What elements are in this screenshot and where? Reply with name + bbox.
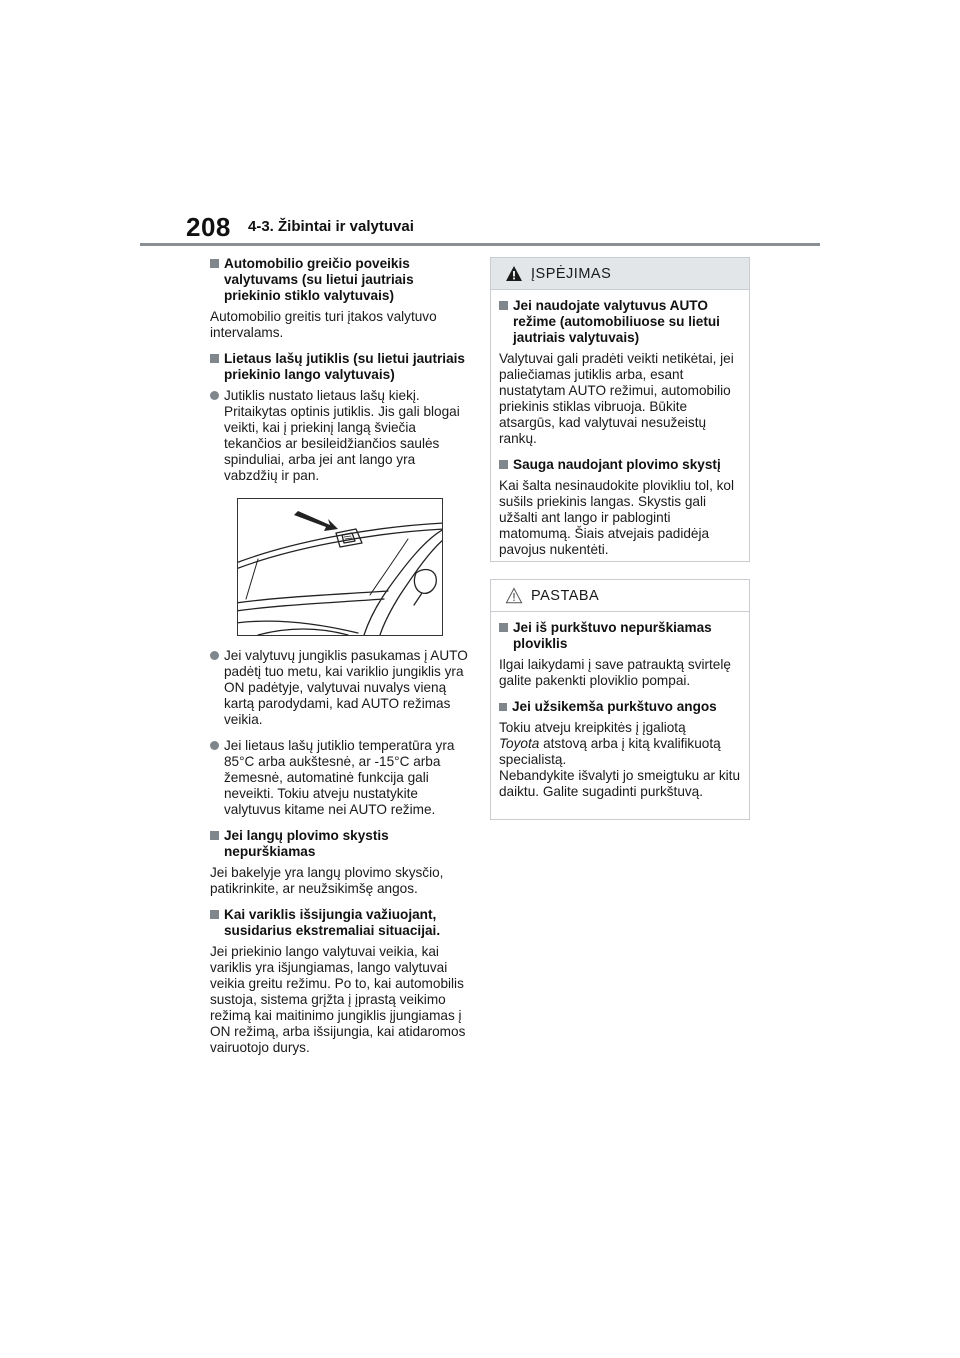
- square-bullet-icon: [499, 460, 508, 469]
- page-number: 208: [186, 212, 231, 242]
- square-bullet-icon: [210, 259, 219, 268]
- bullet-sensor-detects: Jutiklis nustato lietaus lašų kiekį. Pritaikytas optinis jutiklis. Jis gali blogai veikti, kai į priekinį langą šviečia tekančios ar besileidžiančios saulės spinduliai, arba jei ant lango yra vabzdžių ir pan.: [210, 388, 468, 484]
- square-bullet-icon: [210, 831, 219, 840]
- right-column: [490, 257, 750, 820]
- heading-washer-fluid: Jei langų plovimo skystis nepurškiamas: [210, 828, 468, 860]
- notice-paragraph-clogged: Tokiu atveju kreipkitės į įgaliotą Toyota atstovą arba į kitą kvalifikuotą specialistą. Nebandykite išvalyti jo smeigtuku ar kitu daiktu. Galite sugadinti purkštuvą.: [499, 720, 741, 799]
- windshield-sensor-drawing: [238, 499, 442, 635]
- warning-heading-washer-safety: Sauga naudojant plovimo skystį: [499, 457, 741, 473]
- bullet-auto-position: Jei valytuvų jungiklis pasukamas į AUTO padėtį tuo metu, kai variklio jungiklis yra ON padėtyje, valytuvai nuvalys vieną kartą parodydami, kad AUTO režimas veikia.: [210, 648, 468, 728]
- heading-rain-sensor: Lietaus lašų jutiklis (su lietui jautriais priekinio lango valytuvais): [210, 351, 468, 383]
- square-bullet-icon: [210, 910, 219, 919]
- warning-triangle-icon: [505, 265, 523, 282]
- header-rule: [140, 243, 820, 246]
- left-column: [210, 256, 468, 1066]
- paragraph-washer-fluid: Jei bakelyje yra langų plovimo skysčio, patikrinkite, ar neužsikimšę angos.: [210, 865, 444, 896]
- square-bullet-icon: [210, 354, 219, 363]
- square-bullet-icon: [499, 623, 508, 632]
- heading-engine-stops: Kai variklis išsijungia važiuojant, susidarius ekstremaliai situacijai.: [210, 907, 468, 939]
- warning-title: ĮSPĖJIMAS: [531, 265, 612, 282]
- warning-heading-auto-mode: Jei naudojate valytuvus AUTO režime (automobiliuose su lietui jautriais valytuvais): [499, 298, 741, 346]
- paragraph-engine-stops: Jei priekinio lango valytuvai veikia, kai variklis yra išjungiamas, lango valytuvai veikia greitu režimu. Po to, kai automobilis sustoja, sistema grįžta į įprastą veikimo režimą kai maitinimo jungiklis įjungiamas į ON režimą, arba išsijungia, kai atidaromos vairuotojo durys.: [210, 944, 466, 1055]
- heading-speed-effect: Automobilio greičio poveikis valytuvams (su lietui jautriais priekinio stiklo valytuvais): [210, 256, 468, 304]
- notice-title: PASTABA: [531, 587, 600, 604]
- warning-body: [491, 290, 749, 572]
- paragraph-speed-effect: Automobilio greitis turi įtakos valytuvo intervalams.: [210, 309, 437, 340]
- square-bullet-icon: [499, 703, 507, 711]
- notice-body: [491, 612, 749, 814]
- notice-header: [491, 580, 749, 612]
- round-bullet-icon: [210, 651, 219, 660]
- rain-sensor-illustration: [237, 498, 443, 636]
- notice-paragraph-no-spray: Ilgai laikydami į save patrauktą svirtelę galite pakenkti ploviklio pompai.: [499, 657, 731, 688]
- square-bullet-icon: [499, 301, 508, 310]
- notice-heading-clogged: Jei užsikemša purkštuvo angos: [499, 699, 741, 715]
- round-bullet-icon: [210, 741, 219, 750]
- round-bullet-icon: [210, 391, 219, 400]
- warning-header: [491, 258, 749, 290]
- notice-triangle-icon: [505, 587, 523, 604]
- arrow-icon: [294, 511, 338, 531]
- warning-paragraph-auto-mode: Valytuvai gali pradėti veikti netikėtai, jei paliečiamas jutiklis arba, esant nustatytam AUTO režimui, automobilio priekinis stiklas vibruoja. Būkite atsargūs, kad valytuvai nesužeistų rankų.: [499, 351, 734, 446]
- bullet-temperature: Jei lietaus lašų jutiklio temperatūra yra 85°C arba aukštesnė, ar -15°C arba žemesnė, automatinė funkcija gali neveikti. Tokiu atveju nustatykite valytuvus kitame nei AUTO režime.: [210, 738, 468, 818]
- notice-box: [490, 579, 750, 820]
- section-title: 4-3. Žibintai ir valytuvai: [248, 218, 414, 235]
- notice-heading-no-spray: Jei iš purkštuvo nepurškiamas ploviklis: [499, 620, 741, 652]
- warning-box: [490, 257, 750, 562]
- warning-paragraph-washer-safety: Kai šalta nesinaudokite plovikliu tol, kol sušils priekinis langas. Skystis gali užšalti ant lango ir pabloginti matomumą. Šiais atvejais padidėja pavojus nukentėti.: [499, 478, 735, 557]
